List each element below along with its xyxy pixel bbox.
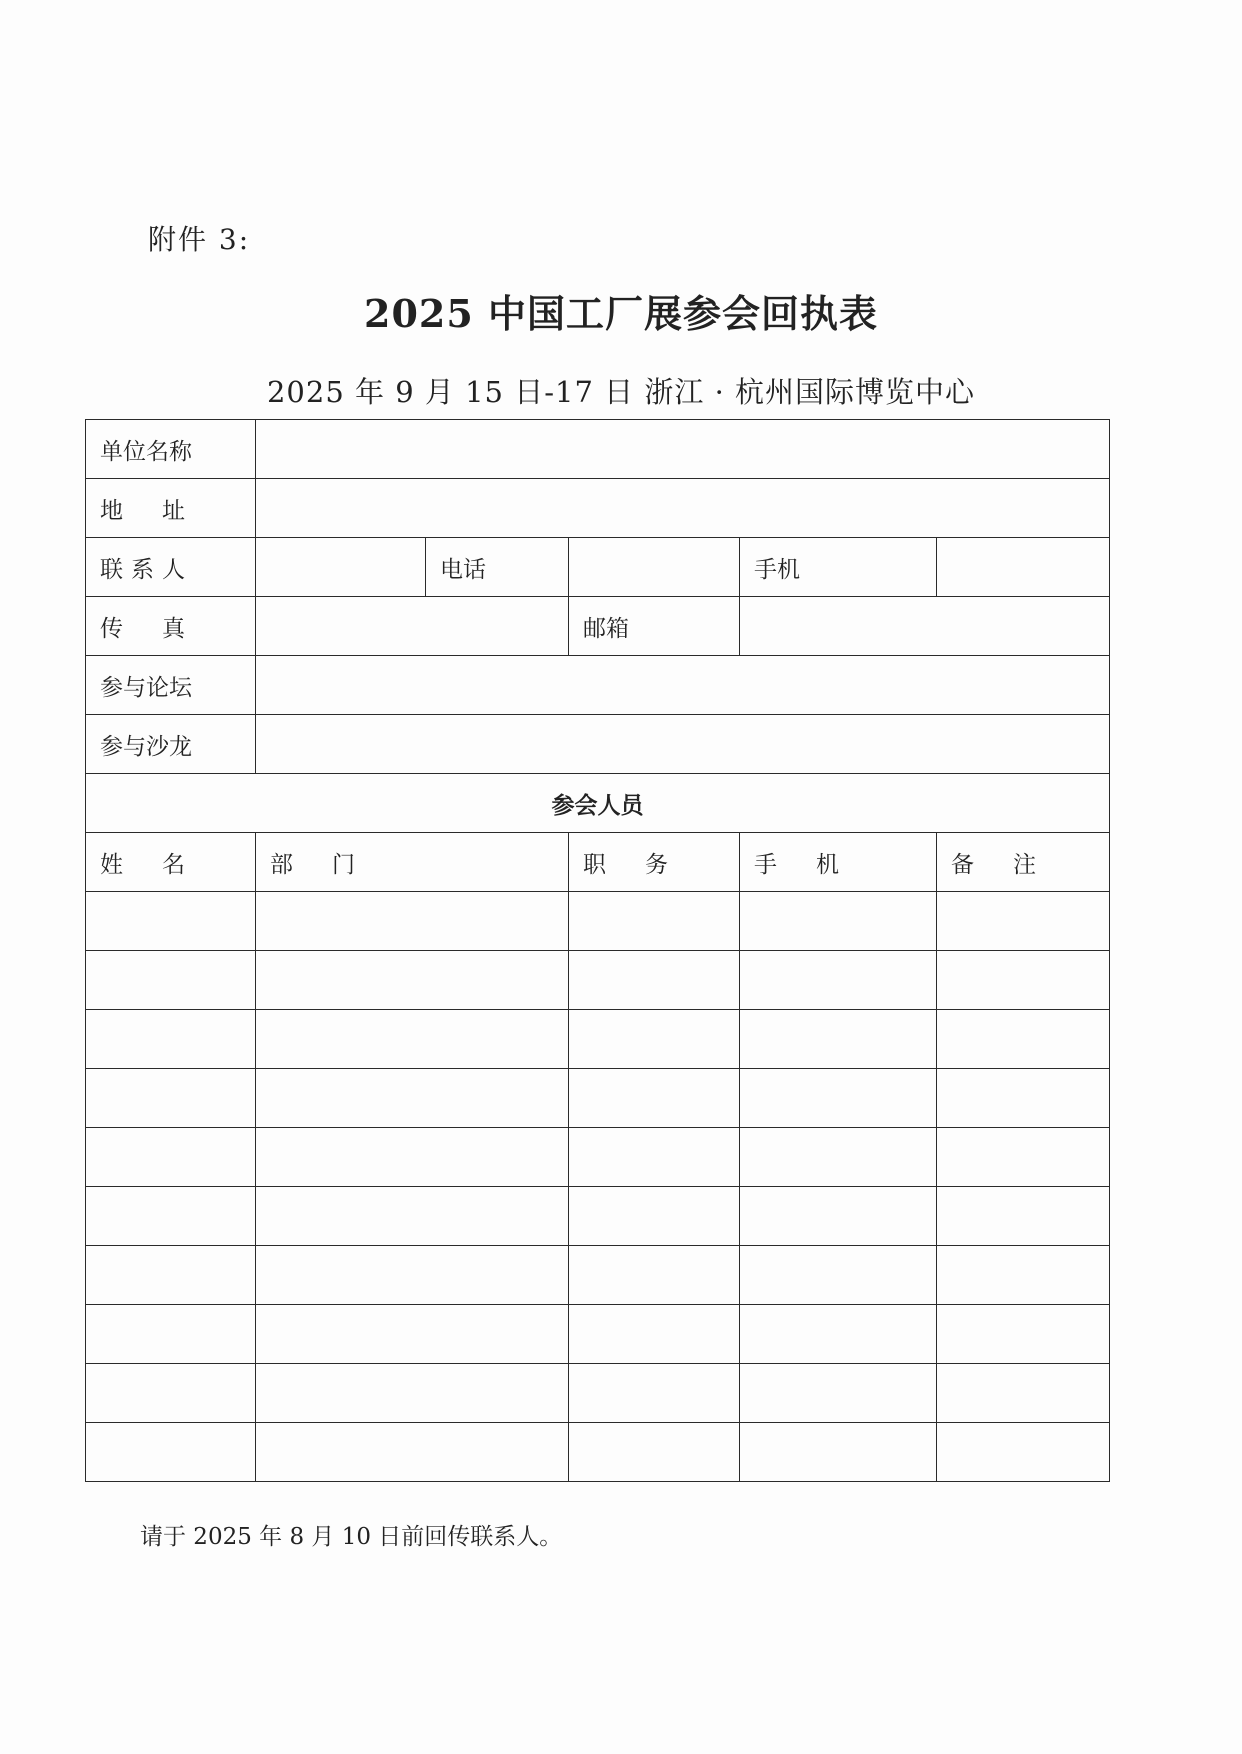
footer-note: 请于 2025 年 8 月 10 日前回传联系人。 <box>140 1524 563 1550</box>
attendee-remarks-cell[interactable] <box>937 951 1110 1010</box>
attendee-department-cell[interactable] <box>256 1069 569 1128</box>
attendee-rows <box>86 892 1110 1482</box>
attendee-department-cell[interactable] <box>256 1364 569 1423</box>
attendee-name-cell[interactable] <box>86 1364 256 1423</box>
attendee-department-cell[interactable] <box>256 1305 569 1364</box>
phone-field[interactable] <box>569 538 740 597</box>
attendee-position-cell[interactable] <box>569 1187 740 1246</box>
attendee-department-cell[interactable] <box>256 1246 569 1305</box>
table-row <box>86 1128 1110 1187</box>
fax-field[interactable] <box>256 597 569 656</box>
attendee-mobile-cell[interactable] <box>740 1246 937 1305</box>
attendee-mobile-cell[interactable] <box>740 1305 937 1364</box>
attendee-name-cell[interactable] <box>86 1128 256 1187</box>
attendee-position-cell[interactable] <box>569 1069 740 1128</box>
attachment-label: 附件 3: <box>148 223 251 256</box>
attendees-header-row <box>86 833 1110 892</box>
attendee-remarks-cell[interactable] <box>937 1128 1110 1187</box>
attendee-name-cell[interactable] <box>86 1010 256 1069</box>
attendee-department-cell[interactable] <box>256 1187 569 1246</box>
table-row <box>86 1246 1110 1305</box>
contact-label: 联系人 <box>86 538 256 597</box>
column-position-header: 职 务 <box>569 833 740 892</box>
attendee-remarks-cell[interactable] <box>937 1187 1110 1246</box>
attendee-mobile-cell[interactable] <box>740 1364 937 1423</box>
email-field[interactable] <box>740 597 1110 656</box>
forum-label: 参与论坛 <box>86 656 256 715</box>
receipt-table <box>85 419 1110 1482</box>
attendee-name-cell[interactable] <box>86 951 256 1010</box>
table-row <box>86 951 1110 1010</box>
mobile-label: 手机 <box>740 538 937 597</box>
row-forum <box>86 656 1110 715</box>
phone-label: 电话 <box>426 538 569 597</box>
mobile-field[interactable] <box>937 538 1110 597</box>
table-row <box>86 892 1110 951</box>
column-remarks-header: 备 注 <box>937 833 1110 892</box>
attendee-position-cell[interactable] <box>569 1128 740 1187</box>
attendee-position-cell[interactable] <box>569 1364 740 1423</box>
salon-label: 参与沙龙 <box>86 715 256 774</box>
attendee-name-cell[interactable] <box>86 1187 256 1246</box>
attendee-name-cell[interactable] <box>86 1069 256 1128</box>
attendee-position-cell[interactable] <box>569 951 740 1010</box>
table-row <box>86 1069 1110 1128</box>
attendee-department-cell[interactable] <box>256 892 569 951</box>
attendee-remarks-cell[interactable] <box>937 892 1110 951</box>
attendees-section-title: 参会人员 <box>86 774 1110 833</box>
fax-label: 传 真 <box>86 597 256 656</box>
column-name-header: 姓 名 <box>86 833 256 892</box>
attendee-department-cell[interactable] <box>256 1423 569 1482</box>
contact-field[interactable] <box>256 538 426 597</box>
column-department-header: 部 门 <box>256 833 569 892</box>
address-field[interactable] <box>256 479 1110 538</box>
attendee-remarks-cell[interactable] <box>937 1069 1110 1128</box>
row-address <box>86 479 1110 538</box>
table-row <box>86 1305 1110 1364</box>
row-fax <box>86 597 1110 656</box>
email-label: 邮箱 <box>569 597 740 656</box>
row-unit-name <box>86 420 1110 479</box>
attendee-mobile-cell[interactable] <box>740 951 937 1010</box>
attendee-position-cell[interactable] <box>569 1246 740 1305</box>
attendee-mobile-cell[interactable] <box>740 1069 937 1128</box>
attendee-name-cell[interactable] <box>86 1246 256 1305</box>
page-title: 2025 中国工厂展参会回执表 <box>364 291 878 336</box>
attendee-remarks-cell[interactable] <box>937 1246 1110 1305</box>
column-mobile-header: 手 机 <box>740 833 937 892</box>
attendee-department-cell[interactable] <box>256 1128 569 1187</box>
table-row <box>86 1010 1110 1069</box>
forum-field[interactable] <box>256 656 1110 715</box>
attendee-remarks-cell[interactable] <box>937 1423 1110 1482</box>
attendee-name-cell[interactable] <box>86 1305 256 1364</box>
unit-name-field[interactable] <box>256 420 1110 479</box>
table-row <box>86 1187 1110 1246</box>
salon-field[interactable] <box>256 715 1110 774</box>
address-label: 地 址 <box>86 479 256 538</box>
event-date-venue: 2025 年 9 月 15 日-17 日 浙江 · 杭州国际博览中心 <box>266 375 976 409</box>
table-row <box>86 1423 1110 1482</box>
attendee-mobile-cell[interactable] <box>740 1128 937 1187</box>
row-contact <box>86 538 1110 597</box>
attendee-department-cell[interactable] <box>256 951 569 1010</box>
unit-name-label: 单位名称 <box>86 420 256 479</box>
row-attendees-heading <box>86 774 1110 833</box>
table-row <box>86 1364 1110 1423</box>
attendee-position-cell[interactable] <box>569 1305 740 1364</box>
attendee-name-cell[interactable] <box>86 892 256 951</box>
attendee-remarks-cell[interactable] <box>937 1305 1110 1364</box>
row-salon <box>86 715 1110 774</box>
attendee-mobile-cell[interactable] <box>740 1423 937 1482</box>
attendee-mobile-cell[interactable] <box>740 1187 937 1246</box>
attendee-mobile-cell[interactable] <box>740 1010 937 1069</box>
attendee-position-cell[interactable] <box>569 1010 740 1069</box>
attendee-name-cell[interactable] <box>86 1423 256 1482</box>
attendee-mobile-cell[interactable] <box>740 892 937 951</box>
attendee-remarks-cell[interactable] <box>937 1010 1110 1069</box>
attendee-department-cell[interactable] <box>256 1010 569 1069</box>
attendee-position-cell[interactable] <box>569 1423 740 1482</box>
attendee-position-cell[interactable] <box>569 892 740 951</box>
attendee-remarks-cell[interactable] <box>937 1364 1110 1423</box>
